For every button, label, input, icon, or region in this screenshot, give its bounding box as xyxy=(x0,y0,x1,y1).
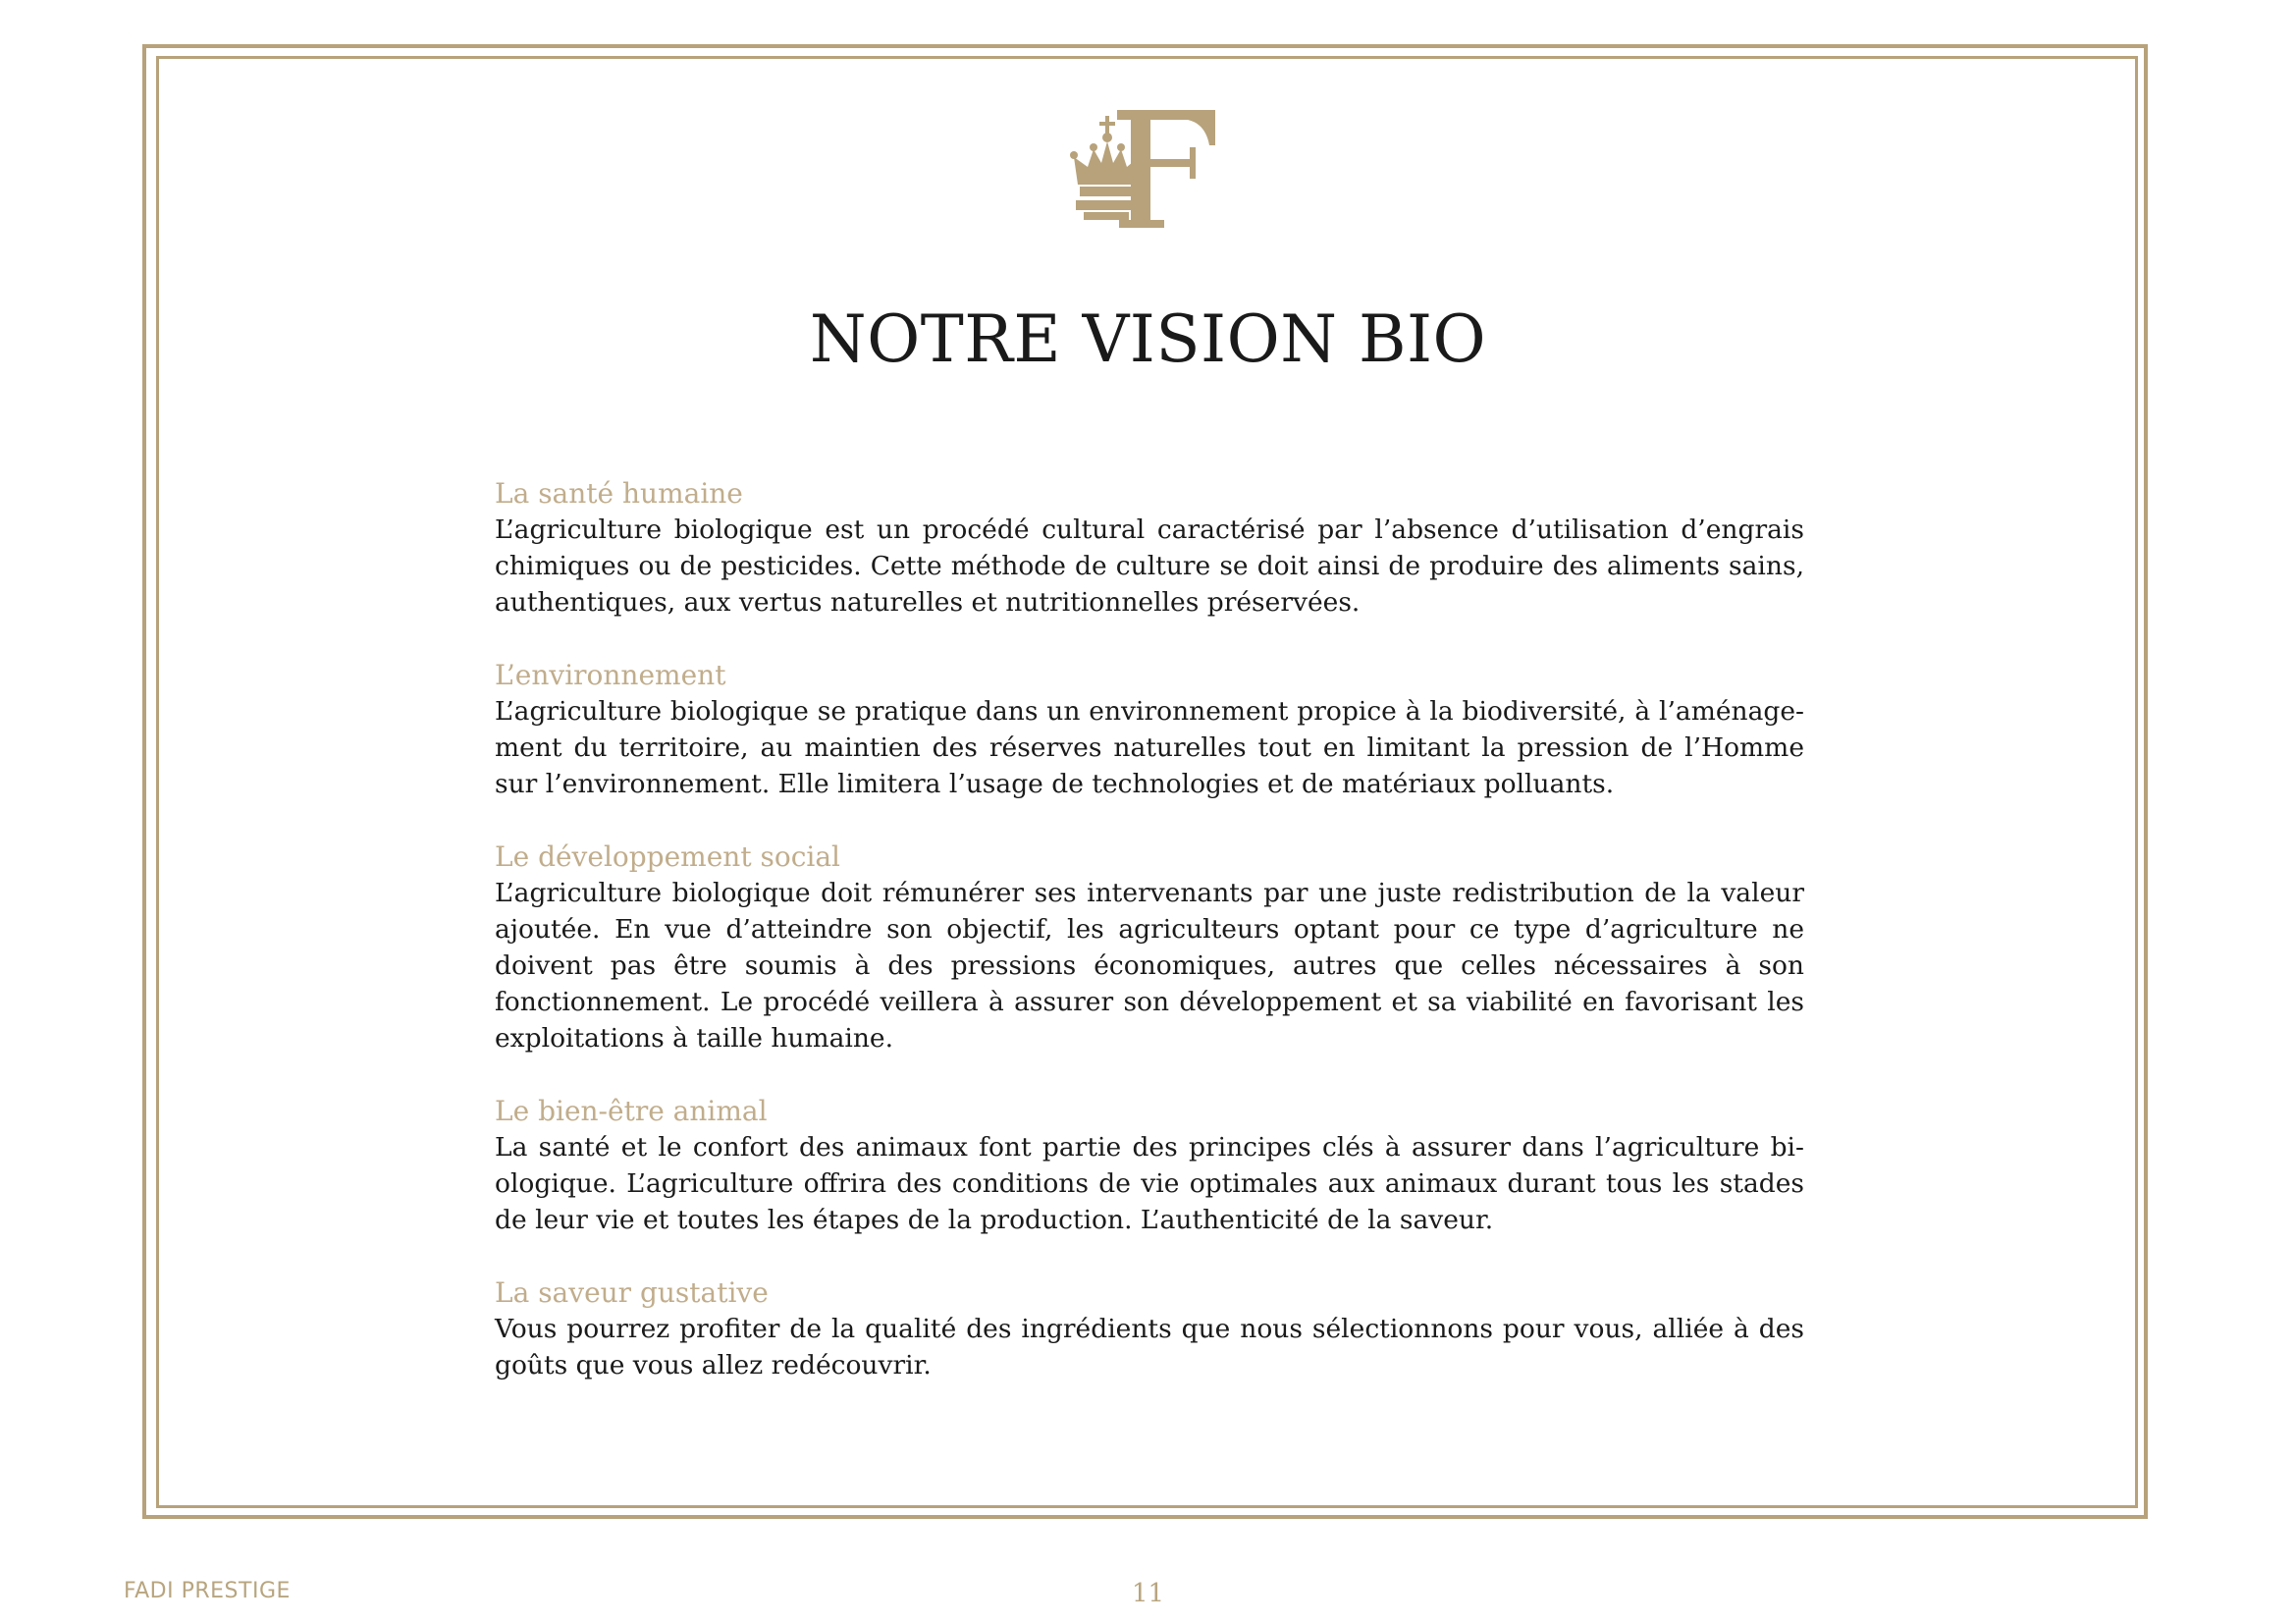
section-paragraph: La santé et le confort des animaux font partie des principes clés à assurer dans l’agriculture biologique. L’agriculture offrira des conditions de vie optimales aux animaux durant tous les stades de leur vie et toutes les étapes de la production. L’authenticité de la saveur. xyxy=(495,1132,1804,1235)
section-environnement xyxy=(495,657,1804,802)
page-number: 11 xyxy=(1131,1579,1165,1608)
section-developpement-social xyxy=(495,839,1804,1056)
page-title: NOTRE VISION BIO xyxy=(809,301,1487,377)
section-heading: La santé humaine xyxy=(495,477,743,510)
section-paragraph: L’agriculture biologique se pratique dans un environnement propice à la biodiversité, à l’aménagement du territoire, au maintien des réserves naturelles tout en limitant la pression de l’Homme sur l’environnement. Elle limitera l’usage de technologies et de matériaux polluants. xyxy=(495,696,1804,799)
section-bien-etre-animal xyxy=(495,1093,1804,1238)
crown-monogram-icon xyxy=(1070,98,1227,236)
section-paragraph: L’agriculture biologique doit rémunérer ses intervenants par une juste redistribution de la valeur ajoutée. En vue d’atteindre son objectif, les agriculteurs optant pour ce type d’agriculture ne doivent pas être soumis à des pressions économiques, autres que celles nécessaires à son fonctionnement. Le procédé veillera à assurer son développement et sa viabilité en favorisant les exploitations à taille humaine. xyxy=(495,878,1804,1054)
section-paragraph: L’agriculture biologique est un procédé cultural caractérisé par l’absence d’utilisation d’engrais chimiques ou de pesticides. Cette méthode de culture se doit ainsi de produire des aliments sains, authentiques, aux vertus naturelles et nutritionnelles préservées. xyxy=(495,514,1804,618)
section-heading: L’environnement xyxy=(495,659,726,691)
section-heading: Le développement social xyxy=(495,840,840,873)
section-heading: La saveur gustative xyxy=(495,1276,769,1309)
section-saveur-gustative xyxy=(495,1274,1804,1383)
footer-brand: FADI PRESTIGE xyxy=(124,1579,291,1603)
section-heading: Le bien-être animal xyxy=(495,1095,768,1127)
section-sante-humaine xyxy=(495,475,1804,621)
content-body xyxy=(495,475,1804,1420)
section-paragraph: Vous pourrez profiter de la qualité des ingrédients que nous sélectionnons pour vous, alliée à des goûts que vous allez redécouvrir. xyxy=(495,1314,1804,1380)
